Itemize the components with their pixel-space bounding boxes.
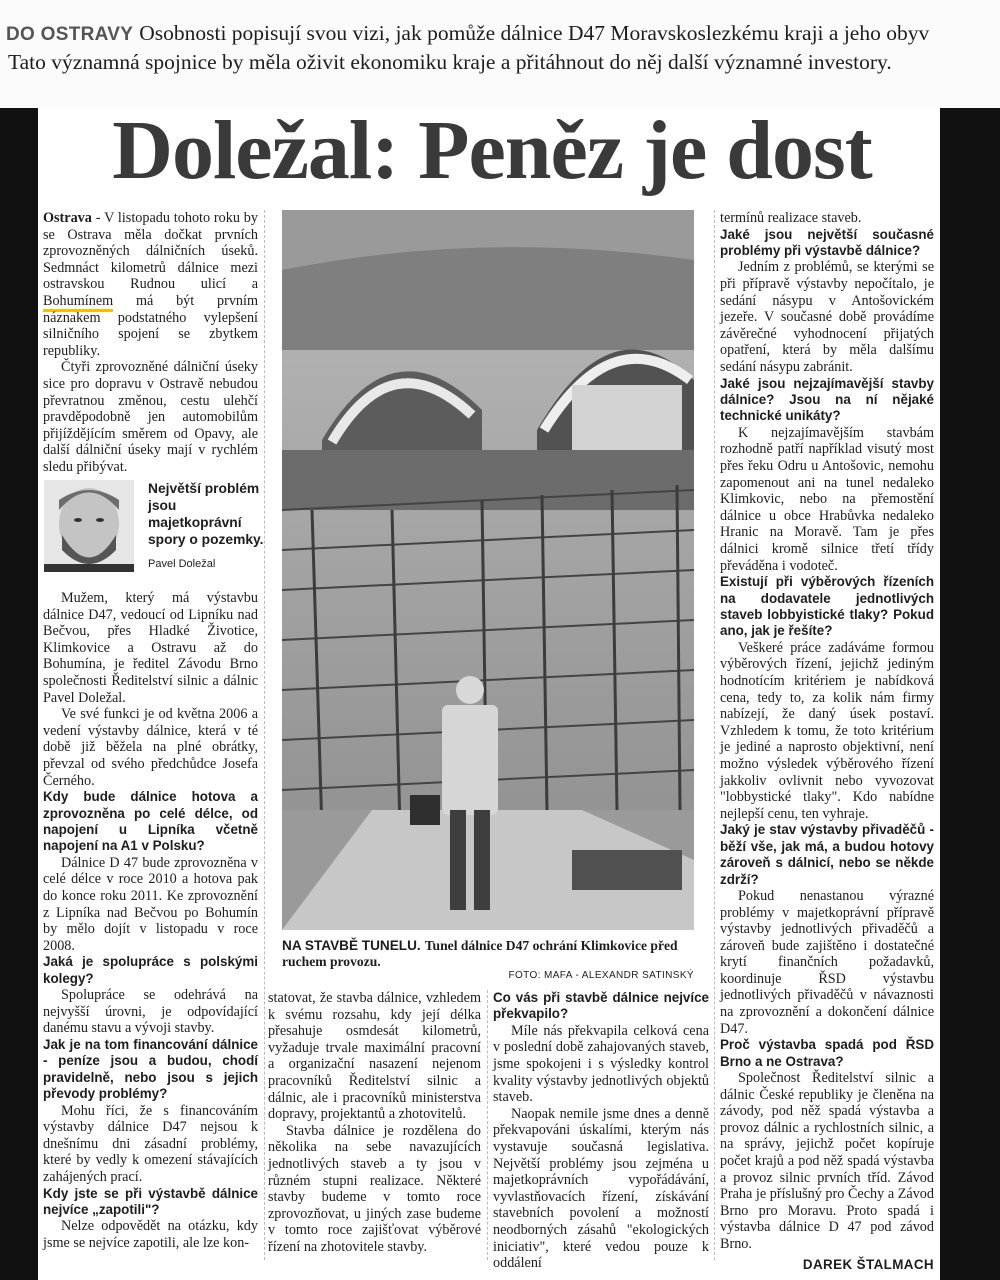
answer: K nejzajímavějším stavbám rozhodně patří například visutý most přes řeku Odru u Antošovic, nemohu zapomenout ani na tunel nedaleko Klimkovic, nebo na přemostění dálnice u obce Hrabůvka nedaleko Hranic na Moravě. Tam je přes dálnici kromě silnice třetí třídy převáděna i vodoteč. [720,424,934,574]
scan-border-right [940,108,1000,1280]
question: Proč výstavba spadá pod ŘSD Brno a ne Ostrava? [720,1037,934,1069]
column-1-bottom [43,590,258,1252]
caption-text: Tunel dálnice D47 ochrání Klimkovice před ruchem provozu. [282,938,678,969]
answer: Spolupráce se odehrává na nejvyšší úrovni, je odpovídající danému stavu a vývoji stavby. [43,987,258,1037]
question: Jaké jsou nejzajímavější stavby dálnice? Jsou na ní nějaké technické unikáty? [720,375,934,424]
portrait-photo [44,480,134,572]
scan-border-left [0,108,38,1280]
author-byline: DAREK ŠTALMACH [802,1256,934,1272]
column-rule [714,210,715,1260]
photo-credit: FOTO: MAFA - ALEXANDR SATINSKÝ [508,970,694,981]
paragraph: Mužem, který má výstavbu dálnice D47, vedoucí od Lipníku nad Bečvou, přes Hladké Životice, Klimkovice a Ostravu až do Bohumína, je ředitel Závodu Brno společnosti Ředitelství silnic a dálnic Pavel Doležal. [43,590,258,706]
answer: termínů realizace staveb. [720,210,862,226]
answer: Veškeré práce zadáváme formou výběrových řízení, jejichž jediným hodnotícím kritériem je nabídková cena, tedy to, za kolik nám firmy nabízejí, že daný úsek postaví. Vzhledem k tomu, že toto kritérium je jediné a naprosto objektivní, není možno výsledek výběrového řízení jakkoliv ovlivnit nebo vyvozovat "lobbystické tlaky". Kdo nabídne nejlepší cenu, ten vyhraje. [720,639,934,822]
kicker-text-2: Tato významná spojnice by měla oživit ekonomiku kraje a přitáhnout do něj další významné investory. [8,50,892,74]
answer: Pokud nenastanou výrazné problémy v majetkoprávní přípravě výstavby jednotlivých přivaděčů a zároveň bude zajištěno i dostatečné krytí finančních požadavků, koordinuje ŘSD výstavbu jednotlivých přivaděčů v návaznosti na zprovoznění a dokončení dálnice D47. [720,887,934,1037]
column-rule [264,210,265,1260]
tunnel-photo [282,210,694,930]
answer: Dálnice D 47 bude zprovozněna v celé délce v roce 2010 a hotova pak do konce roku 2011. Ke zprovoznění z Lipníka nad Bečvou po Bohumín by mělo dojít v listopadu v roce 2008. [43,854,258,954]
kicker-line-1 [6,20,1000,48]
dateline: Ostrava [43,210,92,226]
kicker-text-1: Osobnosti popisují svou vizi, jak pomůže dálnice D47 Moravskoslezkému kraji a jeho obyv [139,21,930,45]
column-rule [487,990,488,1260]
intro-text-b: má být prvním náznakem podstatného vylepšení silničního spojení se zbytkem republiky. [43,292,258,359]
intro-text-a: - V listopadu tohoto roku by se Ostrava měla dočkat prvních zprovozněných dálničních úseků. Sedmnáct kilometrů dálnice mezi ostravskou Rudnou ulicí a [43,210,258,293]
photo-caption [282,938,694,981]
answer: Společnost Ředitelství silnic a dálnic České republiky je členěna na závody, pod něž spadá výstavba a provoz dálnic a rychlostních silnic, a na správy, jejichž počet kopíruje počet krajů a pod něž spadá výstavba a provoz silnic prvních tříd. Závod Praha je příslušný pro Čechy a Závod Brno pro Moravu. Proto spadá i výstavba dálnice D 47 pod závod Brno. [720,1070,934,1252]
highlighted-word: Bohumínem [43,293,113,312]
paragraph: Stavba dálnice je rozdělena do několika na sebe navazujících jednotlivých staveb a ty jsou v různém stupni realizace. Některé stavby budeme v tomto roce zprovozňovat, u jiných zase budeme v tomto roce zajišťovat výběrové řízení na zhotovitele stavby. [268,1122,481,1255]
answer: Mohu říci, že s financováním výstavby dálnice D47 nejsou k dnešnímu dni zásadní problémy, které by vedly k omezení stávajících zahájených prací. [43,1102,258,1185]
question: Jaká je spolupráce s polskými kolegy? [43,954,258,986]
pull-quote [42,478,262,574]
answer: Jedním z problémů, se kterými se při přípravě výstavby nepočítalo, je sedání násypu v Antošovickém jezeře. V současné době provádíme závěrečné vyhodnocení přijatých opatření, která by měla dalšímu sedání násypu zabránit. [720,259,934,375]
question: Co vás při stavbě dálnice nejvíce překvapilo? [493,990,709,1022]
article-body [38,200,940,1280]
kicker-label: DO OSTRAVY [6,24,134,45]
kicker-strip [0,0,1000,108]
column-1-top [43,210,258,476]
column-3 [493,990,709,1272]
question: Kdy jste se při výstavbě dálnice nejvíce „zapotili"? [43,1185,258,1217]
question: Kdy bude dálnice hotova a zprovozněna po celé délce, od napojení u Lipníka včetně napojení na A1 v Polsku? [43,789,258,854]
column-2 [268,990,481,1256]
pull-quote-name: Pavel Doležal [148,558,216,570]
pull-quote-text: Největší problém jsou majetkoprávní spory o pozemky. [148,481,264,547]
answer: Naopak nemile jsme dnes a denně překvapováni úskalími, kterým nás vystavuje současná legislativa. Největší problémy jsou zejména u majetkoprávních vypořádávání, vyvlastňovacích řízení, získávání stavebních povolení a možností neodborných zásahů "ekologických iniciativ", které vedou pouze k oddálení [493,1105,709,1272]
question: Jak je na tom financování dálnice - peníze jsou a budou, chodí pravidelně, nebo jsou s jejich převody problémy? [43,1036,258,1102]
question: Jaký je stav výstavby přivaděčů - běží vše, jak má, a budou hotovy zároveň s dálnicí, nebo se někde zdrží? [720,822,934,887]
question: Jaké jsou největší současné problémy při výstavbě dálnice? [720,226,934,258]
paragraph: Čtyři zprovozněné dálniční úseky sice pro dopravu v Ostravě nebudou převratnou změnou, cestu ulehčí pravděpodobně jen automobilům přijíždějícím směrem od Opavy, ale další dálniční úseky mají v rychlém sledu přibývat. [43,359,258,475]
answer: Nelze odpovědět na otázku, kdy jsme se nejvíce zapotili, ale lze kon- [43,1218,258,1251]
question: Existují při výběrových řízeních na dodavatele jednotlivých staveb lobbyistické tlaky? Pokud ano, jak je řešíte? [720,574,934,639]
column-4 [720,210,934,1273]
paragraph: Ve své funkci je od května 2006 a vedení výstavby dálnice, která v té době již běžela na plné obrátky, převzal od svého předchůdce Josefa Černého. [43,706,258,789]
headline: Doležal: Peněz je dost [112,104,872,197]
answer: Míle nás překvapila celková cena v poslední době zahajovaných staveb, jsme spokojeni i s výsledky kontrol kvality výstavby jednotlivých objektů staveb. [493,1022,709,1106]
caption-head: NA STAVBĚ TUNELU. [282,938,421,953]
paragraph: statovat, že stavba dálnice, vzhledem k svému rozsahu, kdy její délka přesahuje osmdesát kilometrů, vyžaduje trvale maximální pracovní a organizační nasazení nejenom pracovníků Ředitelství silnic a dálnic, ale i pracovníků ministerstva dopravy, projektantů a zhotovitelů. [268,990,481,1123]
intro-paragraph [43,210,258,359]
